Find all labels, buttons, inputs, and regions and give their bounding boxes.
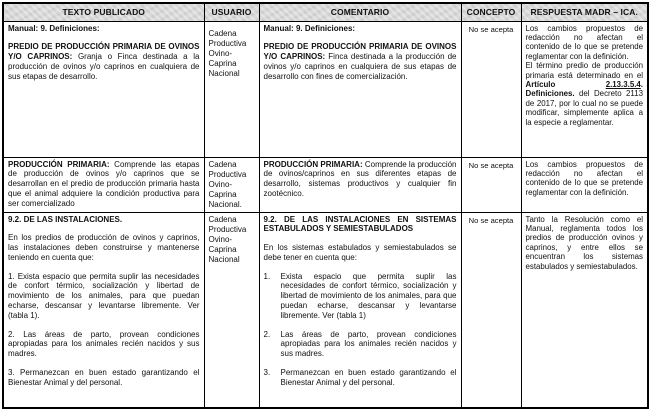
respuesta-paragraph: Tanto la Resolución como el Manual, reglamenta todos los predios de producción ovinos y caprinos, y entre ellos se encuentran los sistemas estabulados y semiestabulados. xyxy=(525,214,643,271)
comentario-definition: Comprende la producción de ovinos/caprinos en sus diferentes etapas de desarrollo, sistemas productivos y cualquier fin zootécnico. xyxy=(263,159,457,198)
comentario-list-item xyxy=(264,330,457,359)
comentario-term: PRODUCCIÓN PRIMARIA: xyxy=(263,159,363,169)
comments-table xyxy=(2,2,649,409)
col-header-usuario: USUARIO xyxy=(204,3,259,21)
table-row-produccion-primaria xyxy=(3,157,648,212)
comentario-paragraph xyxy=(264,160,457,199)
texto-paragraph xyxy=(8,160,200,209)
texto-intro: En los predios de producción de ovinos y caprinos, las instalaciones deben construirse y mantenerse teniendo en cuenta que: xyxy=(8,233,200,262)
list-item-number: 2. xyxy=(263,329,271,339)
cell-usuario: Cadena Productiva Ovino-Caprina Nacional xyxy=(204,212,259,408)
cell-texto-publicado xyxy=(3,157,204,212)
cell-respuesta xyxy=(521,21,648,157)
cell-comentario xyxy=(259,21,461,157)
respuesta-articulo-label: Artículo xyxy=(525,79,606,89)
respuesta-paragraph: Los cambios propuestos de redacción no afectan el contenido de lo que se pretende reglamentar con la definición. xyxy=(525,23,643,61)
comentario-title: 9.2. DE LAS INSTALACIONES EN SISTEMAS ESTABULADOS Y SEMIESTABULADOS xyxy=(263,214,457,234)
col-header-respuesta: RESPUESTA MADR – ICA. xyxy=(521,3,648,21)
list-item-number: 1. xyxy=(263,271,271,281)
texto-title: 9.2. DE LAS INSTALACIONES. xyxy=(8,214,123,224)
cell-respuesta xyxy=(521,212,648,408)
texto-definition: Comprende las etapas de producción de ovinos y/o caprinos que se desarrollan en el predio de producción primaria hasta que el animal adquiere la condición productiva para ser comercializado xyxy=(8,159,200,208)
comentario-paragraph xyxy=(264,42,457,81)
texto-title: Manual: 9. Definiciones: xyxy=(8,23,100,33)
comentario-intro: En los sistemas estabulados y semiestabulados se debe tener en cuenta que: xyxy=(263,243,457,262)
cell-texto-publicado xyxy=(3,212,204,408)
respuesta-text: del Decreto 2113 de 2017, por lo cual no se puede modificar, simplemente aplica a la especie a reglamentar. xyxy=(525,89,643,127)
texto-paragraph xyxy=(8,42,200,81)
cell-usuario: Cadena Productiva Ovino-Caprina Nacional xyxy=(204,21,259,157)
respuesta-paragraph: Los cambios propuestos de redacción no afectan el contenido de lo que se pretende reglamentar con la definición. xyxy=(525,159,643,197)
cell-usuario: Cadena Productiva Ovino-Caprina Nacional. xyxy=(204,157,259,212)
comentario-list-item xyxy=(264,272,457,321)
comentario-term: PREDIO DE PRODUCCIÓN PRIMARIA DE OVINOS Y/O CAPRINOS: xyxy=(263,42,457,62)
comentario-title: Manual: 9. Definiciones: xyxy=(263,23,356,33)
col-header-concepto: CONCEPTO xyxy=(461,3,521,21)
texto-term: PRODUCCIÓN PRIMARIA: xyxy=(8,159,110,169)
texto-item: 3. Permanezcan en buen estado garantizando el Bienestar Animal y del personal. xyxy=(8,368,200,387)
table-row-predio-definicion xyxy=(3,21,648,157)
list-item-number: 3. xyxy=(263,368,271,378)
cell-comentario xyxy=(259,157,461,212)
cell-concepto: No se acepta xyxy=(461,21,521,157)
cell-respuesta xyxy=(521,157,648,212)
col-header-texto-publicado: TEXTO PUBLICADO xyxy=(3,3,204,21)
respuesta-articulo-number: 2.13.3.5.4 xyxy=(605,79,641,89)
list-item-text: Exista espacio que permita suplir las necesidades de confort térmico, socialización y libertad de movimiento de los animales, para que puedan echarse, descansar y levantarse libremente. Ver (tabla 1) xyxy=(280,271,457,320)
texto-item: 1. Exista espacio que permita suplir las necesidades de confort térmico, socialización y libertad de movimiento de los animales, para que puedan echarse, descansar y levantarse libremente. Ver (tabla 1). xyxy=(8,271,200,320)
list-item-text: Permanezcan en buen estado garantizando el Bienestar Animal y del personal. xyxy=(280,368,457,387)
cell-comentario xyxy=(259,212,461,408)
table-row-instalaciones xyxy=(3,212,648,408)
list-item-text: Las áreas de parto, provean condiciones apropiadas para los animales recién nacidos y sus madres. xyxy=(280,329,457,359)
respuesta-text: El término predio de producción primaria está determinado en el xyxy=(525,61,643,80)
col-header-comentario: COMENTARIO xyxy=(259,3,461,21)
respuesta-definiciones-label: . Definiciones. xyxy=(525,79,643,99)
texto-term: PREDIO DE PRODUCCIÓN PRIMARIA DE OVINOS Y/O CAPRINOS: xyxy=(8,42,200,62)
comentario-list-item xyxy=(264,368,457,388)
comentario-definition: Finca destinada a la producción de ovinos y/o caprinos en cualquiera de sus etapas de desarrollo con fines de comercialización. xyxy=(263,52,457,81)
cell-concepto: No se acepta xyxy=(461,157,521,212)
table-header-row xyxy=(3,3,648,21)
texto-definition: Granja o Finca destinada a la producción de ovinos y/o caprinos en cualquiera de sus etapas de desarrollo. xyxy=(8,52,200,81)
respuesta-paragraph xyxy=(526,61,644,127)
texto-item: 2. Las áreas de parto, provean condiciones apropiadas para los animales recién nacidos y sus madres. xyxy=(8,329,200,359)
cell-texto-publicado xyxy=(3,21,204,157)
cell-concepto: No se acepta xyxy=(461,212,521,408)
